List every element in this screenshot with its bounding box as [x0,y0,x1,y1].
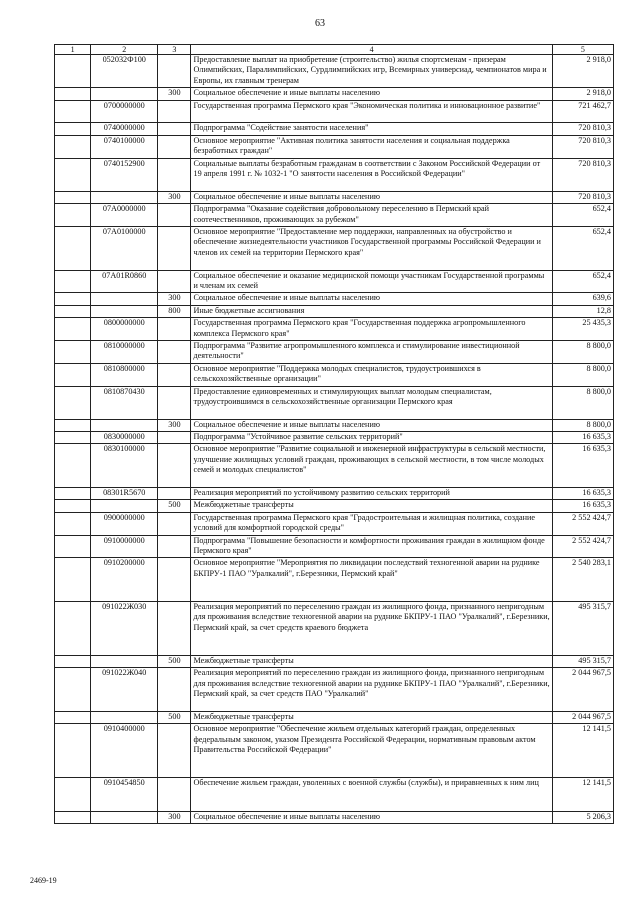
cell-name: Подпрограмма "Содействие занятости населения" [191,123,552,135]
cell-expense-type: 300 [158,419,191,431]
cell-expense-type [158,535,191,558]
cell-name: Межбюджетные трансферты [191,656,552,668]
table-row [55,191,614,203]
table-body [55,55,614,824]
table-row [55,293,614,305]
table-row [55,602,614,656]
table-row [55,270,614,293]
table-row [55,55,614,88]
cell-blank [55,712,91,724]
page-number: 63 [315,18,325,29]
table-row [55,204,614,227]
cell-amount: 720 810,3 [552,191,613,203]
table-row [55,535,614,558]
header-col-5: 5 [552,45,613,55]
cell-amount: 495 315,7 [552,602,613,656]
cell-blank [55,512,91,535]
table-row [55,811,614,823]
cell-amount: 2 918,0 [552,88,613,100]
header-row [55,45,614,55]
cell-blank [55,123,91,135]
table-row [55,100,614,123]
cell-name: Основное мероприятие "Мероприятия по ликвидации последствий техногенной аварии на руднике БКПРУ-1 ПАО "Уралкалий", г.Березники, Пермский край" [191,558,552,602]
cell-amount: 720 810,3 [552,158,613,191]
cell-target-code: 091022Ж030 [91,602,158,656]
cell-target-code: 0830100000 [91,444,158,488]
cell-blank [55,811,91,823]
cell-target-code: 0740100000 [91,135,158,158]
cell-blank [55,204,91,227]
cell-name: Реализация мероприятий по устойчивому развитию сельских территорий [191,488,552,500]
cell-amount: 2 044 967,5 [552,712,613,724]
cell-amount: 652,4 [552,270,613,293]
table-row [55,512,614,535]
cell-expense-type [158,724,191,778]
cell-blank [55,656,91,668]
cell-blank [55,100,91,123]
cell-name: Подпрограмма "Развитие агропромышленного комплекса и стимулирование инвестиционной деятельности" [191,340,552,363]
cell-target-code [91,88,158,100]
cell-name: Социальные выплаты безработным гражданам в соответствии с Законом Российской Федерации от 19 апреля 1991 г. № 1032-1 "О занятости населения в Российской Федерации" [191,158,552,191]
cell-amount: 2 540 283,1 [552,558,613,602]
cell-expense-type [158,340,191,363]
cell-expense-type [158,318,191,341]
budget-table [54,44,614,824]
cell-target-code: 0810870430 [91,386,158,419]
cell-name: Социальное обеспечение и иные выплаты населению [191,419,552,431]
cell-name: Социальное обеспечение и иные выплаты населению [191,811,552,823]
cell-blank [55,558,91,602]
table-row [55,444,614,488]
cell-blank [55,55,91,88]
cell-name: Межбюджетные трансферты [191,500,552,512]
cell-expense-type [158,444,191,488]
table-row [55,135,614,158]
cell-blank [55,135,91,158]
table-row [55,712,614,724]
cell-expense-type: 500 [158,712,191,724]
cell-target-code: 052032Ф100 [91,55,158,88]
cell-expense-type [158,512,191,535]
cell-name: Социальное обеспечение и иные выплаты населению [191,293,552,305]
cell-blank [55,386,91,419]
header-col-2: 2 [91,45,158,55]
cell-name: Подпрограмма "Повышение безопасности и комфортности проживания граждан в жилищном фонде Пермского края" [191,535,552,558]
header-col-3: 3 [158,45,191,55]
cell-name: Основное мероприятие "Развитие социальной и инженерной инфраструктуры в сельской местности, улучшение жилищных условий граждан, проживающих в сельской местности, в том числе молодых семей и молодых специалистов" [191,444,552,488]
cell-amount: 652,4 [552,226,613,270]
cell-name: Обеспечение жильем граждан, уволенных с военной службы (службы), и приравненных к ним лиц [191,778,552,811]
table-row [55,488,614,500]
cell-blank [55,419,91,431]
cell-amount: 16 635,3 [552,488,613,500]
cell-amount: 652,4 [552,204,613,227]
cell-target-code [91,500,158,512]
cell-amount: 25 435,3 [552,318,613,341]
cell-expense-type: 300 [158,191,191,203]
cell-expense-type: 500 [158,500,191,512]
footer-code: 2469-19 [30,876,57,885]
cell-name: Социальное обеспечение и оказание медицинской помощи участникам Государственной программы и членам их семей [191,270,552,293]
cell-name: Иные бюджетные ассигнования [191,305,552,317]
table-row [55,88,614,100]
cell-blank [55,488,91,500]
cell-amount: 8 800,0 [552,386,613,419]
cell-amount: 2 552 424,7 [552,535,613,558]
table-row [55,500,614,512]
cell-expense-type [158,226,191,270]
table-row [55,432,614,444]
cell-name: Основное мероприятие "Поддержка молодых специалистов, трудоустроившихся в сельскохозяйственные организации" [191,363,552,386]
cell-amount: 5 206,3 [552,811,613,823]
table-row [55,778,614,811]
cell-target-code [91,191,158,203]
cell-target-code: 08301R5670 [91,488,158,500]
cell-amount: 8 800,0 [552,340,613,363]
cell-name: Социальное обеспечение и иные выплаты населению [191,88,552,100]
cell-name: Государственная программа Пермского края "Экономическая политика и инновационное развитие" [191,100,552,123]
table-row [55,158,614,191]
cell-name: Реализация мероприятий по переселению граждан из жилищного фонда, признанного непригодным для проживания вследствие техногенной аварии на руднике БКПРУ-1 ПАО "Уралкалий", г.Березники, Пермский край, за счет средств ПАО "Уралкалий" [191,668,552,712]
cell-amount: 495 315,7 [552,656,613,668]
cell-target-code [91,419,158,431]
table-row [55,226,614,270]
cell-blank [55,363,91,386]
cell-target-code: 07А01R0860 [91,270,158,293]
cell-target-code [91,811,158,823]
cell-expense-type [158,432,191,444]
table-row [55,305,614,317]
cell-target-code [91,293,158,305]
cell-target-code: 07А0100000 [91,226,158,270]
cell-name: Предоставление единовременных и стимулирующих выплат молодым специалистам, трудоустроившимся в сельскохозяйственные организации Пермского края [191,386,552,419]
cell-expense-type: 300 [158,811,191,823]
cell-expense-type: 300 [158,293,191,305]
cell-blank [55,226,91,270]
cell-target-code [91,656,158,668]
cell-blank [55,602,91,656]
cell-name: Государственная программа Пермского края "Градостроительная и жилищная политика, создание условий для комфортной городской среды" [191,512,552,535]
cell-name: Социальное обеспечение и иные выплаты населению [191,191,552,203]
cell-blank [55,535,91,558]
header-col-1: 1 [55,45,91,55]
cell-blank [55,444,91,488]
cell-target-code: 0910454850 [91,778,158,811]
cell-blank [55,191,91,203]
cell-target-code: 0910000000 [91,535,158,558]
cell-name: Реализация мероприятий по переселению граждан из жилищного фонда, признанного непригодным для проживания вследствие техногенной аварии на руднике БКПРУ-1 ПАО "Уралкалий", г.Березники, Пермский край, за счет средств краевого бюджета [191,602,552,656]
cell-name: Основное мероприятие "Активная политика занятости населения и социальная поддержка безработных граждан" [191,135,552,158]
cell-expense-type: 300 [158,88,191,100]
table-row [55,363,614,386]
cell-amount: 12 141,5 [552,724,613,778]
cell-amount: 2 918,0 [552,55,613,88]
cell-expense-type [158,123,191,135]
table-row [55,386,614,419]
cell-amount: 720 810,3 [552,123,613,135]
cell-expense-type [158,100,191,123]
cell-amount: 16 635,3 [552,500,613,512]
cell-target-code [91,712,158,724]
cell-target-code: 0910400000 [91,724,158,778]
cell-amount: 2 552 424,7 [552,512,613,535]
cell-blank [55,500,91,512]
cell-blank [55,668,91,712]
cell-expense-type [158,602,191,656]
cell-amount: 639,6 [552,293,613,305]
cell-name: Предоставление выплат на приобретение (строительство) жилья спортсменам - призерам Олимпийских, Паралимпийских, Сурдлимпийских игр, Всемирных универсиад, чемпионатов мира и Европы, их главным тренерам [191,55,552,88]
table-row [55,656,614,668]
cell-target-code: 0810800000 [91,363,158,386]
cell-blank [55,88,91,100]
cell-amount: 720 810,3 [552,135,613,158]
table-row [55,419,614,431]
cell-name: Подпрограмма "Оказание содействия добровольному переселению в Пермский край соотечественников, проживающих за рубежом" [191,204,552,227]
cell-amount: 2 044 967,5 [552,668,613,712]
cell-expense-type [158,55,191,88]
cell-blank [55,432,91,444]
cell-blank [55,778,91,811]
cell-amount: 721 462,7 [552,100,613,123]
cell-blank [55,318,91,341]
cell-name: Основное мероприятие "Обеспечение жильем отдельных категорий граждан, определенных федеральным законом, указом Президента Российской Федерации, нормативным правовым актом Правительства Российской Федерации" [191,724,552,778]
cell-name: Основное мероприятие "Предоставление мер поддержки, направленных на обустройство и обеспечение жизнедеятельности участников Государственной программы Российской Федерации и членов их семей на территории Пермского края" [191,226,552,270]
cell-target-code: 091022Ж040 [91,668,158,712]
cell-name: Государственная программа Пермского края "Государственная поддержка агропромышленного комплекса Пермского края" [191,318,552,341]
cell-expense-type [158,135,191,158]
cell-amount: 16 635,3 [552,444,613,488]
table-row [55,558,614,602]
cell-expense-type: 800 [158,305,191,317]
cell-amount: 8 800,0 [552,419,613,431]
cell-amount: 8 800,0 [552,363,613,386]
cell-amount: 16 635,3 [552,432,613,444]
cell-blank [55,340,91,363]
cell-target-code: 0700000000 [91,100,158,123]
cell-expense-type [158,386,191,419]
cell-target-code: 0740152900 [91,158,158,191]
cell-expense-type [158,158,191,191]
cell-blank [55,305,91,317]
cell-target-code: 0810000000 [91,340,158,363]
cell-target-code: 0740000000 [91,123,158,135]
cell-expense-type [158,363,191,386]
cell-name: Межбюджетные трансферты [191,712,552,724]
cell-blank [55,270,91,293]
cell-expense-type [158,668,191,712]
table-row [55,668,614,712]
cell-blank [55,158,91,191]
table-row [55,340,614,363]
cell-target-code: 0900000000 [91,512,158,535]
cell-target-code: 07А0000000 [91,204,158,227]
table-row [55,724,614,778]
table-row [55,123,614,135]
cell-name: Подпрограмма "Устойчивое развитие сельских территорий" [191,432,552,444]
cell-amount: 12,8 [552,305,613,317]
cell-expense-type [158,778,191,811]
cell-blank [55,293,91,305]
cell-blank [55,724,91,778]
cell-expense-type [158,488,191,500]
cell-target-code: 0800000000 [91,318,158,341]
cell-target-code: 0910200000 [91,558,158,602]
table-row [55,318,614,341]
cell-target-code: 0830000000 [91,432,158,444]
cell-amount: 12 141,5 [552,778,613,811]
cell-target-code [91,305,158,317]
cell-expense-type [158,558,191,602]
cell-expense-type: 500 [158,656,191,668]
header-col-4: 4 [191,45,552,55]
cell-expense-type [158,204,191,227]
cell-expense-type [158,270,191,293]
